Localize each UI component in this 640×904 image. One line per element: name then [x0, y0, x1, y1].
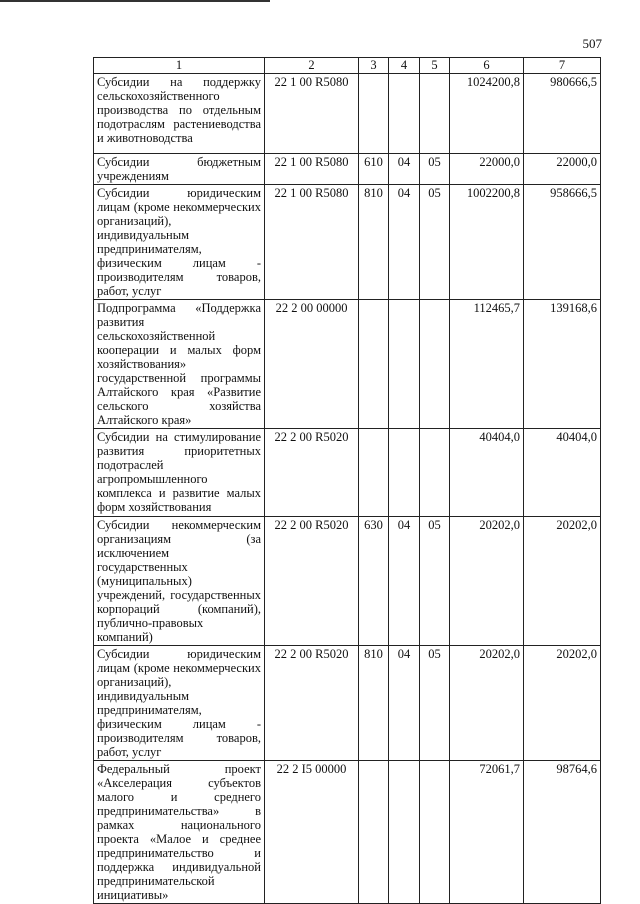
column-header: 3 [359, 58, 389, 74]
column-header: 2 [265, 58, 359, 74]
target-code-cell: 22 1 00 R5080 [265, 74, 359, 154]
amount-cell-year1: 22000,0 [450, 154, 524, 185]
section-cell [389, 300, 420, 429]
column-header: 7 [524, 58, 601, 74]
table-row [94, 185, 601, 300]
table-row [94, 429, 601, 517]
column-header: 5 [420, 58, 450, 74]
amount-cell-year2: 22000,0 [524, 154, 601, 185]
target-code-cell: 22 2 I5 00000 [265, 761, 359, 904]
row-name-cell: Подпрограмма «Поддержка развития сельскохозяйственной кооперации и малых форм хозяйствования» государственной программы Алтайского края «Развитие сельского хозяйства Алтайского края» [94, 300, 265, 429]
amount-cell-year1: 40404,0 [450, 429, 524, 517]
top-rule [0, 0, 270, 2]
section-cell: 04 [389, 185, 420, 300]
section-cell: 04 [389, 517, 420, 646]
column-header: 4 [389, 58, 420, 74]
row-name-cell: Субсидии на поддержку сельскохозяйственного производства по отдельным подотраслям растениеводства и животноводства [94, 74, 265, 154]
amount-cell-year2: 20202,0 [524, 646, 601, 761]
target-code-cell: 22 2 00 00000 [265, 300, 359, 429]
column-header: 6 [450, 58, 524, 74]
table-row [94, 517, 601, 646]
section-cell [389, 429, 420, 517]
expense-type-cell [359, 300, 389, 429]
page-number: 507 [582, 36, 602, 51]
amount-cell-year2: 958666,5 [524, 185, 601, 300]
section-cell: 04 [389, 154, 420, 185]
table-row [94, 74, 601, 154]
column-header: 1 [94, 58, 265, 74]
subsection-cell [420, 74, 450, 154]
expense-type-cell [359, 74, 389, 154]
table-row [94, 646, 601, 761]
amount-cell-year1: 20202,0 [450, 646, 524, 761]
subsection-cell: 05 [420, 185, 450, 300]
table-row [94, 300, 601, 429]
expense-type-cell [359, 429, 389, 517]
row-name-cell: Субсидии юридическим лицам (кроме некоммерческих организаций), индивидуальным предпринимателям, физическим лицам - производителям товаров, работ, услуг [94, 646, 265, 761]
target-code-cell: 22 1 00 R5080 [265, 154, 359, 185]
expense-type-cell: 630 [359, 517, 389, 646]
expense-type-cell: 810 [359, 185, 389, 300]
expense-type-cell [359, 761, 389, 904]
row-name-cell: Субсидии бюджетным учреждениям [94, 154, 265, 185]
target-code-cell: 22 2 00 R5020 [265, 517, 359, 646]
target-code-cell: 22 2 00 R5020 [265, 646, 359, 761]
table-row [94, 761, 601, 904]
subsection-cell [420, 429, 450, 517]
row-name-cell: Субсидии на стимулирование развития приоритетных подотраслей агропромышленного комплекса и развитие малых форм хозяйствования [94, 429, 265, 517]
target-code-cell: 22 1 00 R5080 [265, 185, 359, 300]
row-name-cell: Федеральный проект «Акселерация субъектов малого и среднего предпринимательства» в рамках национального проекта «Малое и среднее предпринимательство и поддержка индивидуальной предпринимательской инициативы» [94, 761, 265, 904]
section-cell [389, 74, 420, 154]
subsection-cell: 05 [420, 646, 450, 761]
amount-cell-year1: 1024200,8 [450, 74, 524, 154]
amount-cell-year2: 40404,0 [524, 429, 601, 517]
amount-cell-year1: 20202,0 [450, 517, 524, 646]
table-row [94, 154, 601, 185]
budget-table [93, 57, 601, 904]
amount-cell-year2: 98764,6 [524, 761, 601, 904]
subsection-cell [420, 761, 450, 904]
target-code-cell: 22 2 00 R5020 [265, 429, 359, 517]
expense-type-cell: 610 [359, 154, 389, 185]
amount-cell-year2: 139168,6 [524, 300, 601, 429]
row-name-cell: Субсидии юридическим лицам (кроме некоммерческих организаций), индивидуальным предпринимателям, физическим лицам - производителям товаров, работ, услуг [94, 185, 265, 300]
expense-type-cell: 810 [359, 646, 389, 761]
row-name-cell: Субсидии некоммерческим организациям (за исключением государственных (муниципальных) учреждений, государственных корпораций (компаний), публично-правовых компаний) [94, 517, 265, 646]
amount-cell-year2: 980666,5 [524, 74, 601, 154]
amount-cell-year1: 1002200,8 [450, 185, 524, 300]
section-cell [389, 761, 420, 904]
subsection-cell [420, 300, 450, 429]
amount-cell-year1: 112465,7 [450, 300, 524, 429]
table-header-row [94, 58, 601, 74]
amount-cell-year2: 20202,0 [524, 517, 601, 646]
section-cell: 04 [389, 646, 420, 761]
amount-cell-year1: 72061,7 [450, 761, 524, 904]
subsection-cell: 05 [420, 517, 450, 646]
subsection-cell: 05 [420, 154, 450, 185]
